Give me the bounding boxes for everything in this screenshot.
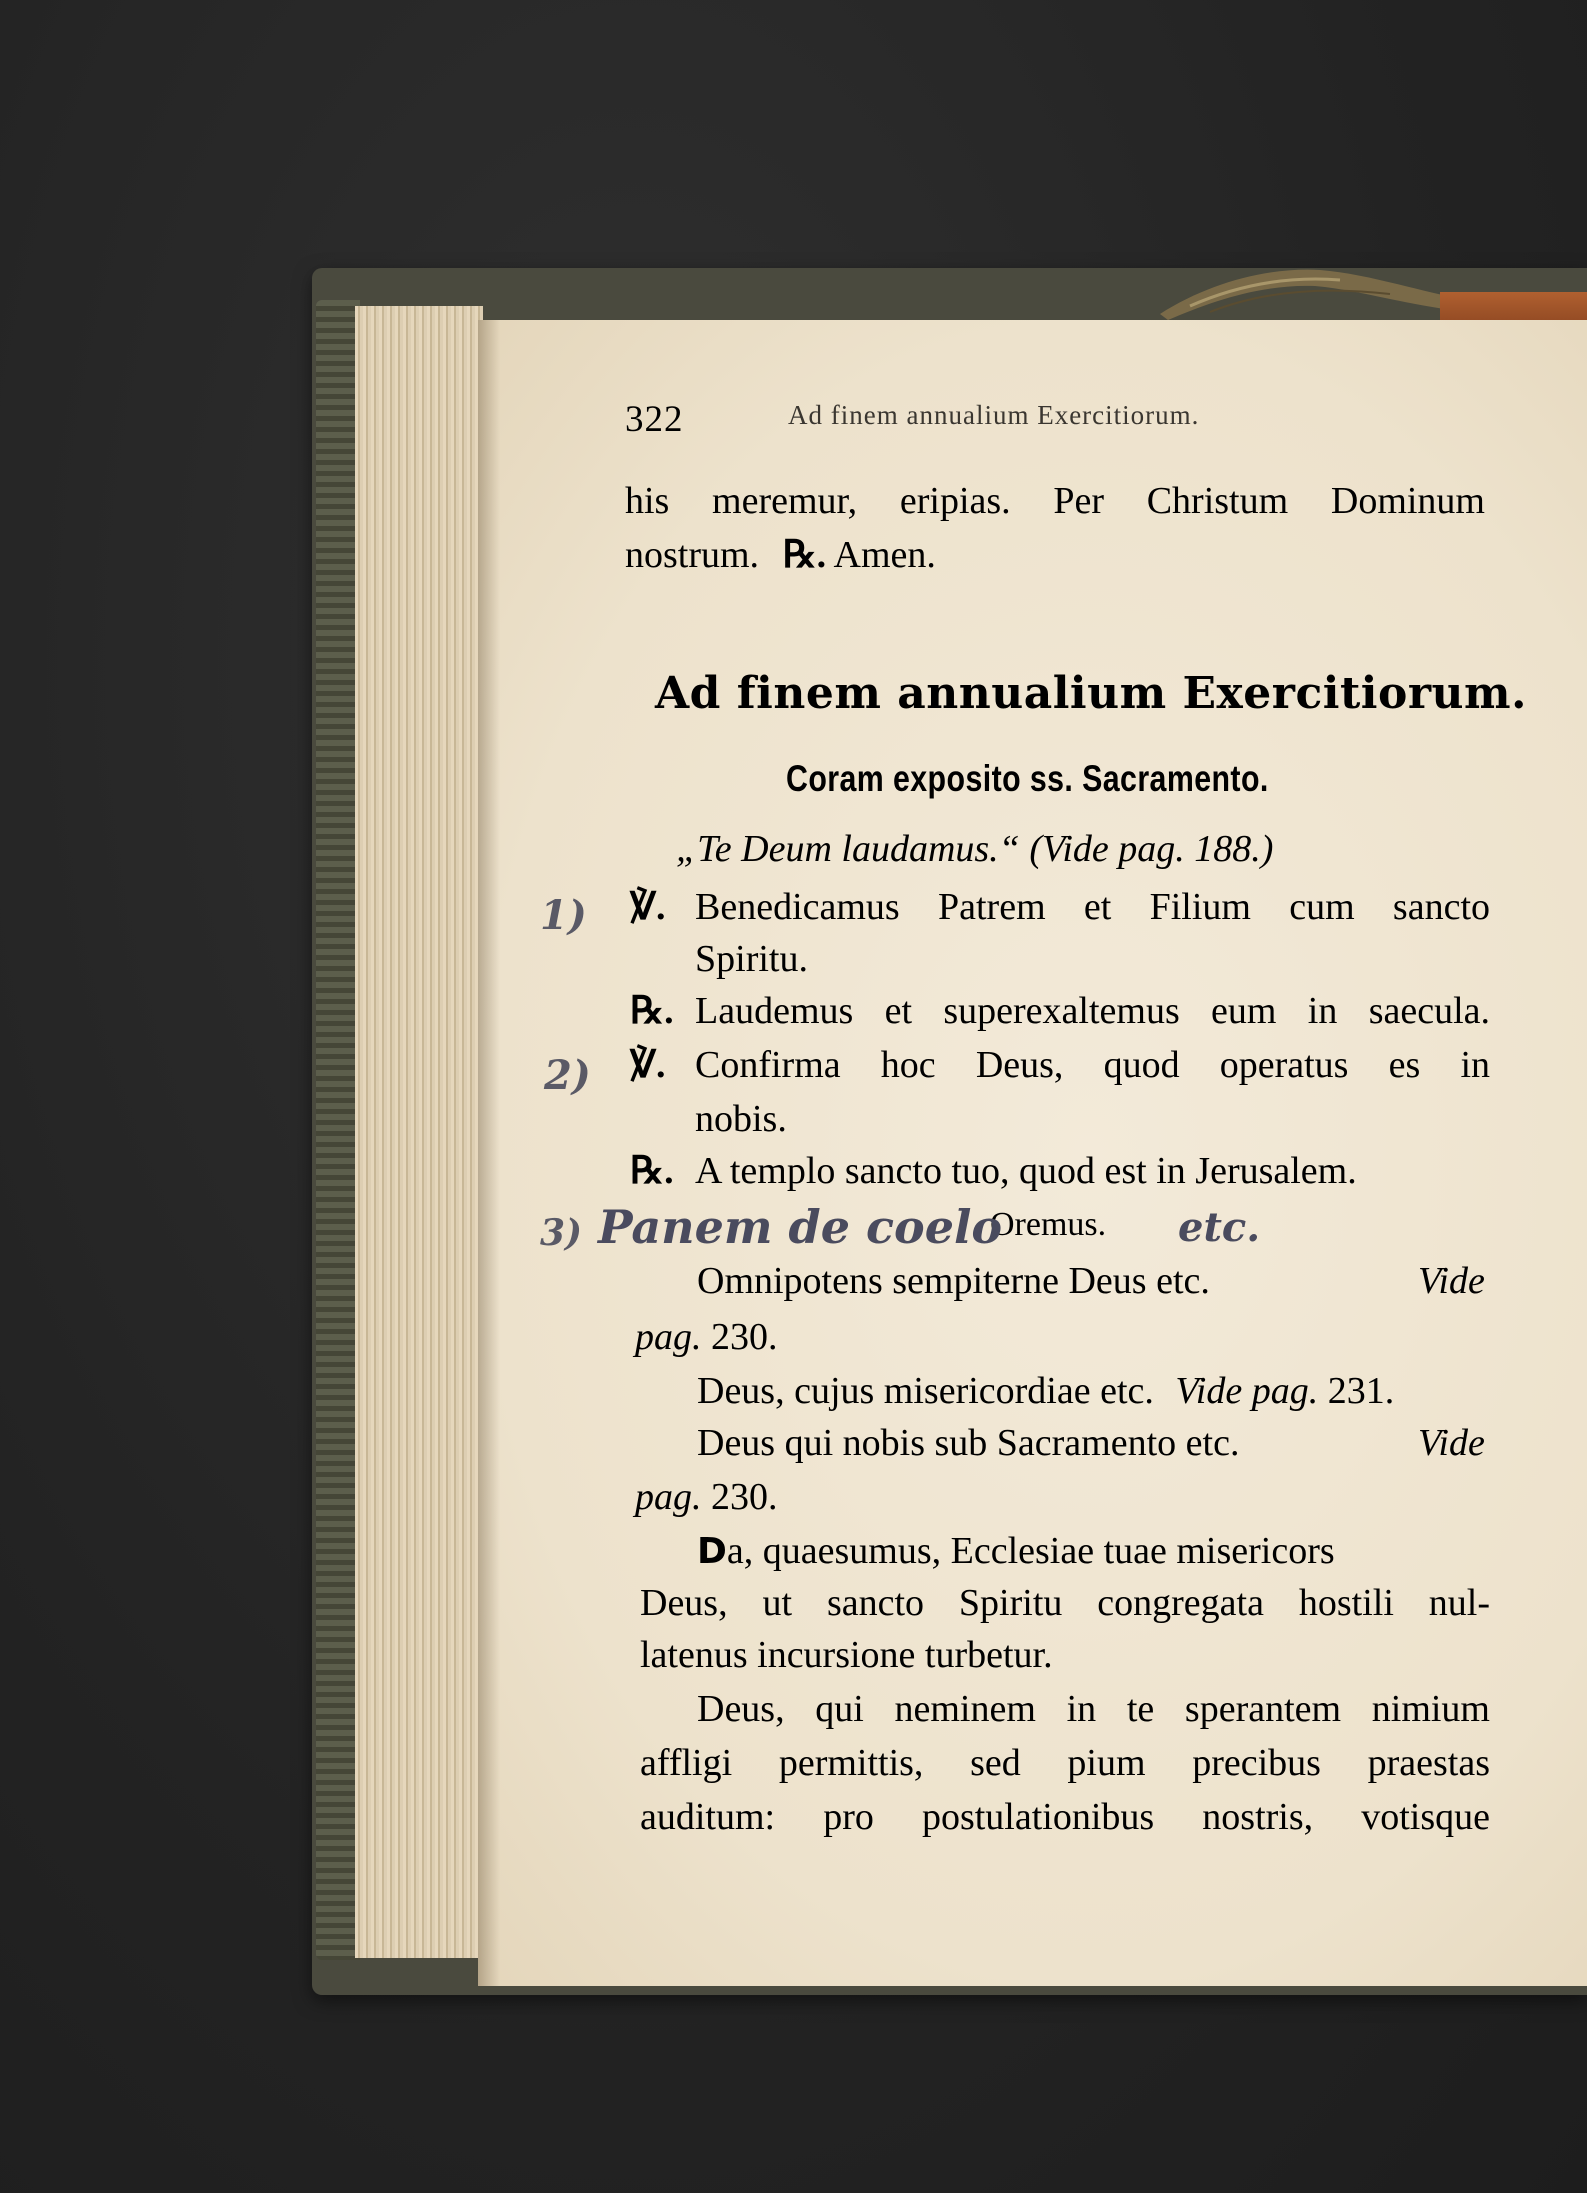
drop-initial: D bbox=[697, 1531, 727, 1572]
running-title: Ad finem annualium Exercitiorum. bbox=[788, 400, 1200, 430]
versicle-symbol: ℣. bbox=[630, 886, 666, 928]
prayer-1-line-2 bbox=[635, 1318, 778, 1356]
prayer-3-page-ref: 230. bbox=[711, 1476, 778, 1518]
response-symbol: ℞. bbox=[782, 534, 827, 576]
collect-2-line-1: Deus, qui neminem in te sperantem nimium bbox=[697, 1688, 1490, 1730]
response-symbol: ℞. bbox=[630, 1150, 674, 1192]
handwritten-mark-1: 1) bbox=[540, 892, 587, 939]
collect-2-line-2: affligi permittis, sed pium precibus praestas bbox=[640, 1742, 1490, 1784]
prayer-3-vide: Vide bbox=[1418, 1422, 1485, 1464]
versicle-1-line-2: Spiritu. bbox=[695, 938, 808, 980]
prayer-1-pag: pag. bbox=[635, 1316, 702, 1358]
prayer-1-line-1: Omnipotens sempiterne Deus etc. bbox=[697, 1260, 1210, 1302]
versicle-1-line-1: Benedicamus Patrem et Filium cum sancto bbox=[695, 886, 1490, 928]
prayer-1-page-ref: 230. bbox=[711, 1316, 778, 1358]
collect-1-line-1 bbox=[697, 1532, 1335, 1570]
collect-1-line-2: Deus, ut sancto Spiritu congregata hostili nul- bbox=[640, 1582, 1490, 1624]
collect-1-line-1-text: a, quaesumus, Ecclesiae tuae misericors bbox=[726, 1530, 1335, 1572]
handwritten-mark-3: 3) bbox=[540, 1212, 583, 1254]
continuation-line-1: his meremur, eripias. Per Christum Dominum bbox=[625, 480, 1485, 522]
continuation-text: nostrum. bbox=[625, 534, 760, 576]
prayer-2-vide-pag: Vide pag. bbox=[1175, 1370, 1319, 1412]
versicle-2-line-1: Confirma hoc Deus, quod operatus es in bbox=[695, 1044, 1490, 1086]
gutter-shadow bbox=[478, 320, 500, 1986]
collect-1-line-3: latenus incursione turbetur. bbox=[640, 1634, 1053, 1676]
page-edges bbox=[355, 306, 483, 1958]
handwritten-note: Panem de coelo bbox=[598, 1200, 1003, 1254]
te-deum-line: „Te Deum laudamus.“ (Vide pag. 188.) bbox=[676, 828, 1274, 870]
handwritten-etc: etc. bbox=[1178, 1204, 1261, 1251]
oremus-label: Oremus. bbox=[990, 1206, 1107, 1243]
prayer-2-text: Deus, cujus misericordiae etc. bbox=[697, 1370, 1154, 1412]
response-2-line: A templo sancto tuo, quod est in Jerusalem. bbox=[695, 1150, 1357, 1192]
book-spine bbox=[316, 300, 360, 1960]
prayer-3-pag: pag. bbox=[635, 1476, 702, 1518]
page-number: 322 bbox=[625, 399, 684, 440]
continuation-line-2 bbox=[625, 536, 936, 574]
versicle-symbol: ℣. bbox=[630, 1044, 666, 1086]
section-title: Ad finem annualium Exercitiorum. bbox=[655, 668, 1527, 719]
prayer-2-line bbox=[697, 1372, 1394, 1410]
ribbon-bookmark bbox=[1150, 262, 1470, 322]
collect-2-line-3: auditum: pro postulationibus nostris, votisque bbox=[640, 1796, 1490, 1838]
prayer-3-line-1: Deus qui nobis sub Sacramento etc. bbox=[697, 1422, 1240, 1464]
prayer-2-page-ref: 231. bbox=[1327, 1370, 1395, 1412]
response-symbol: ℞. bbox=[630, 990, 674, 1032]
prayer-1-vide: Vide bbox=[1418, 1260, 1485, 1302]
section-subtitle: Coram exposito ss. Sacramento. bbox=[786, 758, 1269, 799]
continuation-amen: Amen. bbox=[833, 534, 936, 576]
versicle-2-line-2: nobis. bbox=[695, 1098, 787, 1140]
handwritten-mark-2: 2) bbox=[544, 1052, 591, 1099]
prayer-3-line-2 bbox=[635, 1478, 778, 1516]
response-1-line: Laudemus et superexaltemus eum in saecula. bbox=[695, 990, 1490, 1032]
